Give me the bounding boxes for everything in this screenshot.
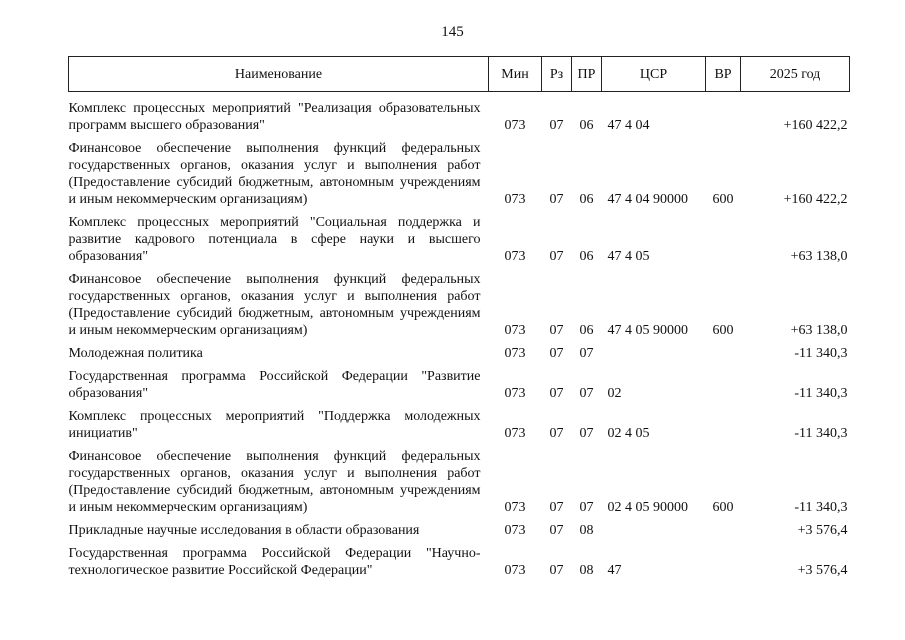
row-min: 073 (504, 523, 526, 538)
row-rz: 07 (549, 500, 564, 515)
row-vr (706, 541, 741, 581)
table-row (69, 267, 850, 341)
row-csr (602, 518, 706, 541)
row-min: 073 (504, 192, 526, 207)
row-rz: 07 (549, 523, 564, 538)
row-pr: 08 (579, 523, 594, 538)
row-pr: 07 (579, 426, 594, 441)
row-csr: 02 (607, 386, 622, 401)
row-csr: 47 4 05 90000 (607, 323, 688, 338)
row-csr: 47 4 05 (607, 249, 650, 264)
row-rz: 07 (549, 346, 564, 361)
row-rz: 07 (549, 323, 564, 338)
row-pr: 06 (579, 323, 594, 338)
row-vr: 600 (712, 500, 734, 515)
table-row (69, 341, 850, 364)
row-csr: 02 4 05 90000 (607, 500, 688, 515)
row-csr (602, 341, 706, 364)
header-year: 2025 год (741, 57, 850, 92)
row-amount: +3 576,4 (797, 563, 848, 578)
row-amount: -11 340,3 (794, 500, 848, 515)
row-vr (706, 404, 741, 444)
header-rz: Рз (542, 57, 572, 92)
row-pr: 08 (579, 563, 594, 578)
row-rz: 07 (549, 192, 564, 207)
row-csr: 47 4 04 (607, 118, 650, 133)
row-name: Комплекс процессных мероприятий "Поддержка молодежных инициатив" (68, 409, 481, 441)
table-header-row (69, 57, 850, 92)
header-min: Мин (489, 57, 542, 92)
row-name: Государственная программа Российской Федерации "Научно-технологическое развитие Российской Федерации" (68, 546, 481, 578)
row-vr (706, 210, 741, 267)
row-csr: 47 4 04 90000 (607, 192, 688, 207)
row-vr (706, 518, 741, 541)
row-pr: 07 (579, 500, 594, 515)
row-amount: +160 422,2 (783, 192, 848, 207)
row-vr: 600 (712, 192, 734, 207)
row-rz: 07 (549, 563, 564, 578)
row-min: 073 (504, 426, 526, 441)
row-min: 073 (504, 346, 526, 361)
row-rz: 07 (549, 386, 564, 401)
table-row (69, 210, 850, 267)
table-row (69, 541, 850, 581)
header-vr: ВР (706, 57, 741, 92)
row-rz: 07 (549, 118, 564, 133)
row-min: 073 (504, 563, 526, 578)
row-name: Финансовое обеспечение выполнения функций федеральных государственных органов, оказания услуг и выполнения работ (Предоставление субсидий бюджетным, автономным учреждениям и иным некоммерческим организациям) (68, 449, 481, 515)
row-pr: 07 (579, 386, 594, 401)
table-row (69, 404, 850, 444)
row-rz: 07 (549, 426, 564, 441)
table-body (69, 96, 850, 581)
row-name: Молодежная политика (68, 346, 203, 361)
row-vr (706, 364, 741, 404)
row-vr (706, 96, 741, 136)
table-row (69, 444, 850, 518)
row-amount: +63 138,0 (790, 249, 848, 264)
row-amount: -11 340,3 (794, 346, 848, 361)
row-pr: 06 (579, 249, 594, 264)
table-row (69, 364, 850, 404)
page-number: 145 (441, 24, 464, 40)
row-min: 073 (504, 500, 526, 515)
header-csr: ЦСР (602, 57, 706, 92)
row-amount: -11 340,3 (794, 386, 848, 401)
header-pr: ПР (572, 57, 602, 92)
table-row (69, 518, 850, 541)
row-csr: 47 (607, 563, 622, 578)
row-pr: 07 (579, 346, 594, 361)
row-name: Прикладные научные исследования в области образования (68, 523, 420, 538)
row-name: Комплекс процессных мероприятий "Социальная поддержка и развитие кадрового потенциала в сфере науки и высшего образования" (68, 215, 481, 264)
row-amount: -11 340,3 (794, 426, 848, 441)
row-name: Финансовое обеспечение выполнения функций федеральных государственных органов, оказания услуг и выполнения работ (Предоставление субсидий бюджетным, автономным учреждениям и иным некоммерческим организациям) (68, 272, 481, 338)
row-vr: 600 (712, 323, 734, 338)
table-row (69, 96, 850, 136)
row-min: 073 (504, 118, 526, 133)
row-rz: 07 (549, 249, 564, 264)
row-min: 073 (504, 249, 526, 264)
budget-table (68, 56, 850, 581)
row-name: Государственная программа Российской Федерации "Развитие образования" (68, 369, 481, 401)
row-min: 073 (504, 323, 526, 338)
row-amount: +63 138,0 (790, 323, 848, 338)
row-amount: +160 422,2 (783, 118, 848, 133)
table-row (69, 136, 850, 210)
row-min: 073 (504, 386, 526, 401)
row-pr: 06 (579, 192, 594, 207)
row-vr (706, 341, 741, 364)
row-name: Комплекс процессных мероприятий "Реализация образовательных программ высшего образования" (68, 101, 481, 133)
row-csr: 02 4 05 (607, 426, 650, 441)
row-name: Финансовое обеспечение выполнения функций федеральных государственных органов, оказания услуг и выполнения работ (Предоставление субсидий бюджетным, автономным учреждениям и иным некоммерческим организациям) (68, 141, 481, 207)
row-amount: +3 576,4 (797, 523, 848, 538)
header-name: Наименование (69, 57, 489, 92)
row-pr: 06 (579, 118, 594, 133)
